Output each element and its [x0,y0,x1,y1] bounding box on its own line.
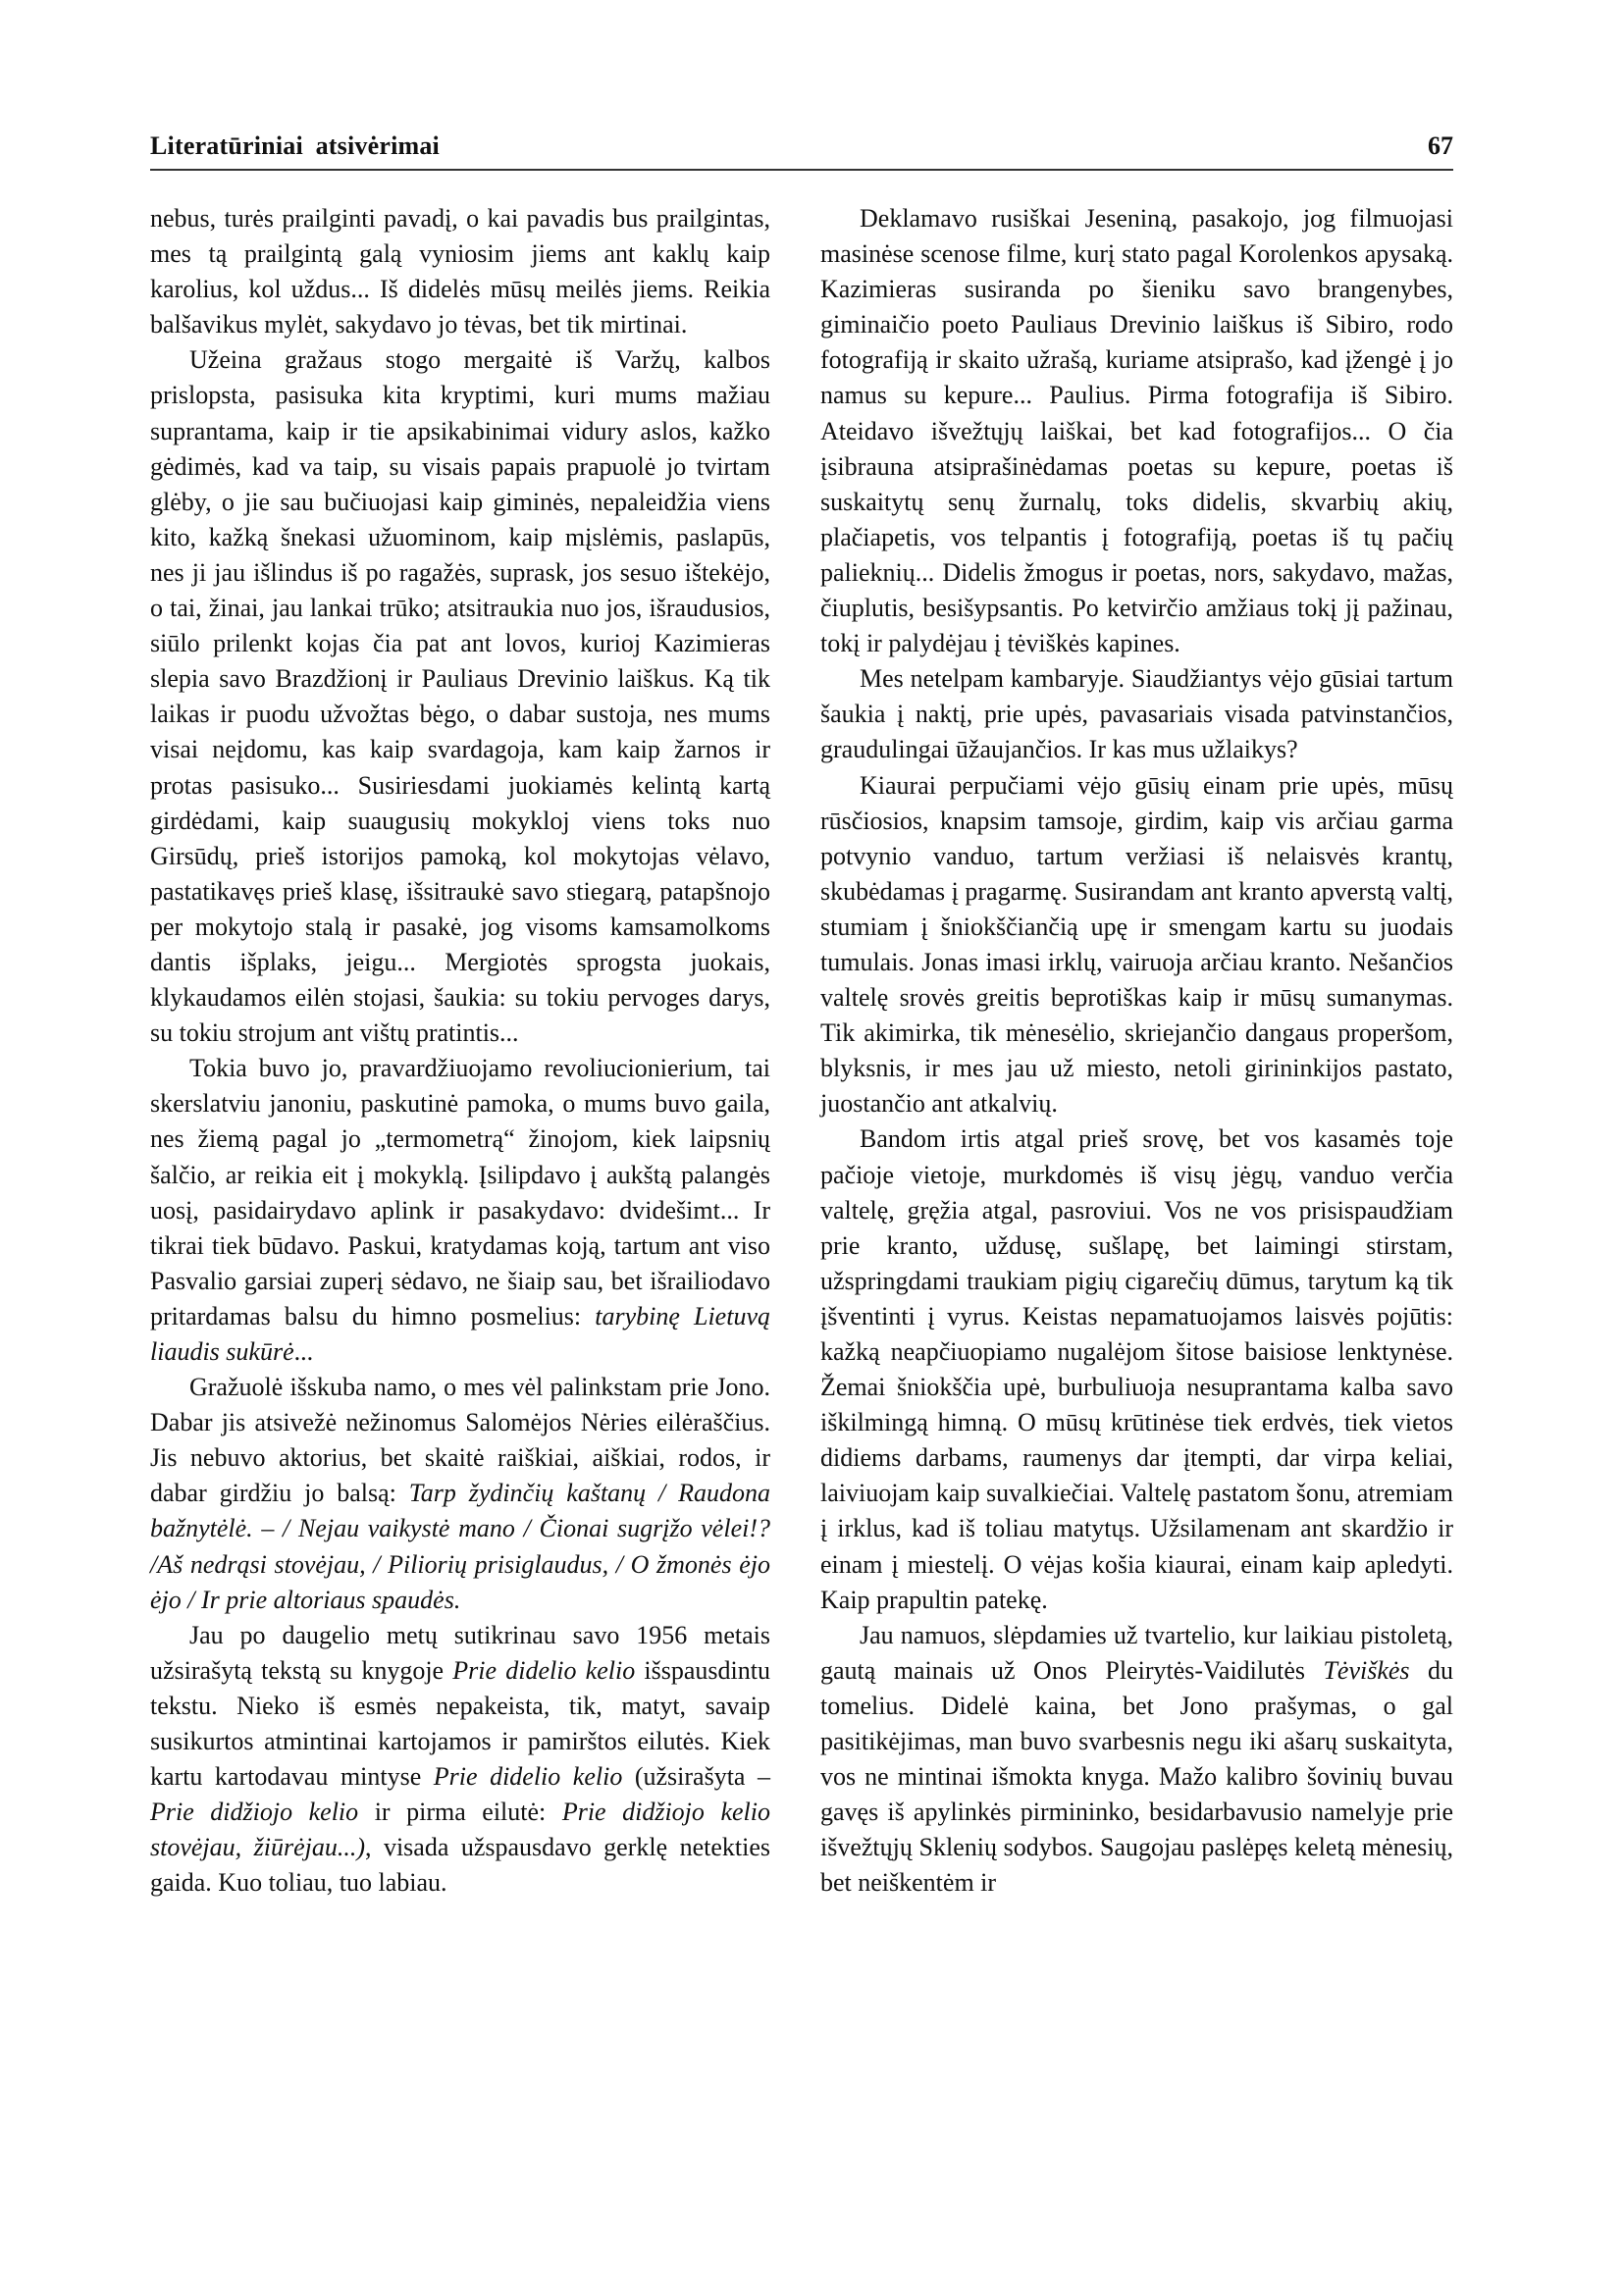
body-text: , visada užspausdavo gerklę netekties gaida. Kuo toliau, tuo labiau. [150,1833,770,1898]
body-text: Jau namuos, slėpdamies už tvartelio, kur laikiau pistoletą, gautą mainais už Onos Pleirytės-Vaidilutės [820,1620,1453,1685]
body-text: Bandom irtis atgal prieš srovę, bet vos kasamės toje pačioje vietoje, murkdomės iš visų jėgų, vanduo verčia valtelę, gręžia atgal, pasroviui. Vos ne vos prisispaudžiam prie kranto, uždusę, sušlapę, bet laimingi stirstam, užspringdami traukiam pigių cigarečių dūmus, tarytum ką tik įšventinti į vyrus. Keistas nepamatuojamos laisvės pojūtis: kažką neapčiuopiamo nugalėjom šitose baisiose lenktynėse. Žemai šniokščia upė, burbuliuoja nesuprantama kalba savo iškilmingą himną. O mūsų krūtinėse tiek erdvės, tiek vietos didiems darbams, raumenys dar įtempti, dar virpa keliai, laiviuojam kaip suvalkiečiai. Valtelę pastatom šonu, atremiam į irklus, kad iš toliau matytųs. Užsilamenam ant skardžio ir einam į miestelį. O vėjas košia kiaurai, einam kaip apledyti. Kaip prapultin patekę. [820,1124,1454,1614]
paragraph [150,342,770,1051]
body-text: išspausdintu tekstu. Nieko iš esmės nepakeista, tik, matyt, savaip susikurtos atmintinai kartojamos ir pamirštos eilutės. Kiek kartu kartodavau mintyse [150,1655,770,1792]
paragraph [820,1618,1453,1902]
right-column [820,201,1453,1902]
italic-text: Prie didelio kelio [433,1762,623,1792]
body-text: Gražuolė išskuba namo, o mes vėl palinkstam prie Jono. Dabar jis atsivežė nežinomus Salomėjos Nėries eilėraščius. Jis nebuvo aktorius, bet skaitė raiškiai, aiškiai, rodos, ir dabar girdžiu jo balsą: [150,1373,770,1508]
body-text: Mes netelpam kambaryje. Siaudžiantys vėjo gūsiai tartum šaukia į naktį, prie upės, pavasariais visada patvinstančios, graudulingai ūžaujančios. Ir kas mus užlaikys? [820,664,1453,764]
italic-text: Tarp žydinčių kaštanų / Raudona bažnytėlė. – / Nejau vaikystė mano / Čionai sugrįžo vėlei!? /Aš nedrąsi stovėjau, / Piliorių prisiglaudus, / O žmonės ėjo ėjo / Ir prie altoriaus spaudės. [150,1479,770,1614]
body-text: Užeina gražaus stogo mergaitė iš Varžų, kalbos prislopsta, pasisuka kita kryptimi, kuri mums mažiau suprantama, kaip ir tie apsikabinimai vidury aslos, kažko gėdimės, kad va taip, su visais papais prapuolė jo tvirtam glėby, o jie sau bučiuojasi kaip giminės, nepaleidžia viens kito, kažką šnekasi užuominom, kaip mįslėmis, paslapūs, nes ji jau išlindus iš po ragažės, suprask, jos sesuo ištekėjo, o tai, žinai, jau lankai trūko; atsitraukia nuo jos, išraudusios, siūlo prilenkt kojas čia pat ant lovos, kurioj Kazimieras slepia savo Brazdžionį ir Pauliaus Drevinio laiškus. Ką tik laikas ir puodu užvožtas bėgo, o dabar sustoja, nes mums visai neįdomu, kas kaip svardagoja, kam kaip žarnos ir protas pasisuko... Susiriesdami juokiamės kelintą kartą girdėdami, kaip suaugusių mokykloj viens toks nuo Girsūdų, prieš istorijos pamoką, kol mokytojas vėlavo, pastatikavęs prieš klasę, išsitraukė savo stiegarą, patapšnojo per mokytojo stalą ir pasakė, jog visoms kamsamolkoms dantis išplaks, jeigu... Mergiotės sprogsta juokais, klykaudamos eilėn stojasi, šaukia: su tokiu pervoges darys, su tokiu strojum ant vištų pratintis... [150,345,770,1048]
left-column [150,201,770,1902]
body-text: Kiaurai perpučiami vėjo gūsių einam prie upės, mūsų rūsčiosios, knapsim tamsoje, girdim, kaip vis arčiau garma potvynio vanduo, tartum veržiasi iš nelaisvės krantų, skubėdamas į pragarmę. Susirandam ant kranto apverstą valtį, stumiam į šniokščiančią upę ir smengam kartu su juodais tumulais. Jonas imasi irklų, vairuoja arčiau kranto. Nešančios valtelę srovės greitis beprotiškas kaip ir mūsų sumanymas. Tik akimirka, tik mėnesėlio, skriejančio dangaus properšom, blyksnis, ir mes jau už miesto, netoli girininkijos pastato, juostančio ant atkalvių. [820,770,1453,1119]
paragraph [150,1370,770,1618]
body-text: Tokia buvo jo, pravardžiuojamo revoliucionierium, tai skerslatviu janoniu, paskutinė pamoka, o mums buvo gaila, nes žiemą pagal jo „termometrą“ žinojom, kiek laipsnių šalčio, ar reikia eit į mokyklą. Įsilipdavo į aukštą palangės uosį, pasidairydavo aplink ir pasakydavo: dvidešimt... Ir tikrai tiek būdavo. Paskui, kratydamas koją, tartum ant viso Pasvalio garsiai zuperį sėdavo, ne šiaip sau, bet išrailiodavo pritardamas balsu du himno posmelius: [150,1054,770,1330]
italic-text: Prie didžiojo kelio stovėjau, žiūrėjau...) [150,1798,770,1862]
paragraph [820,768,1453,1122]
italic-text: tarybinę Lietuvą liaudis sukūrė [150,1301,770,1366]
italic-text: Tėviškės [1323,1655,1410,1685]
paragraph [820,1121,1453,1617]
body-text: Jau po daugelio metų sutikrinau savo 1956 metais užsirašytą tekstą su knygoje [150,1620,770,1685]
paragraph [150,1618,770,1902]
italic-text: Prie didžiojo kelio [150,1798,359,1827]
italic-text: Prie didelio kelio [452,1655,636,1685]
paragraph [150,201,770,342]
body-text: ir pirma eilutė: [358,1798,562,1827]
body-text: ... [293,1337,314,1366]
running-title: Literatūriniai atsivėrimai [150,131,440,160]
body-text: (užsirašyta – [622,1762,770,1792]
paragraph [820,201,1453,661]
body-text: Deklamavo rusiškai Jeseniną, pasakojo, jog filmuojasi masinėse scenose filme, kurį stato pagal Korolenkos apysaką. Kazimieras susiranda po šieniku savo brangenybes, giminaičio poeto Pauliaus Drevinio laiškus iš Sibiro, rodo fotografiją ir skaito užrašą, kuriame atsiprašo, kad įžengė į jo namus su kepure... Paulius. Pirma fotografija iš Sibiro. Ateidavo išvežtųjų laiškai, bet kad fotografijos... O čia įsibrauna atsiprašinėdamas poetas su kepure, poetas iš suskaitytų senų žurnalų, toks didelis, skvarbių akių, plačiapetis, vos telpantis į fotografiją, poetas iš tų pačių palieknių... Didelis žmogus ir poetas, nors, sakydavo, mažas, čiuplutis, besišypsantis. Po ketvirčio amžiaus tokį jį pažinau, tokį ir palydėjau į tėviškės kapines. [820,204,1453,658]
page-header [150,126,1453,171]
paragraph [820,661,1453,767]
page-number: 67 [1428,131,1453,160]
paragraph [150,1051,770,1370]
body-text: nebus, turės prailginti pavadį, o kai pavadis bus prailgintas, mes tą prailgintą galą vyniosim jiems ant kaklų kaip karolius, kol uždus... Iš didelės mūsų meilės jiems. Reikia balšavikus mylėt, sakydavo jo tėvas, bet tik mirtinai. [150,204,770,339]
body-text: du tomelius. Didelė kaina, bet Jono prašymas, o gal pasitikėjimas, man buvo svarbesnis negu iki ašarų suskaityta, vos ne mintinai išmokta knyga. Mažo kalibro šovinių buvau gavęs iš apylinkės pirmininko, besidarbavusio namelyje prie išvežtųjų Sklenių sodybos. Saugojau paslėpęs keletą mėnesių, bet neiškentėm ir [820,1655,1454,1898]
